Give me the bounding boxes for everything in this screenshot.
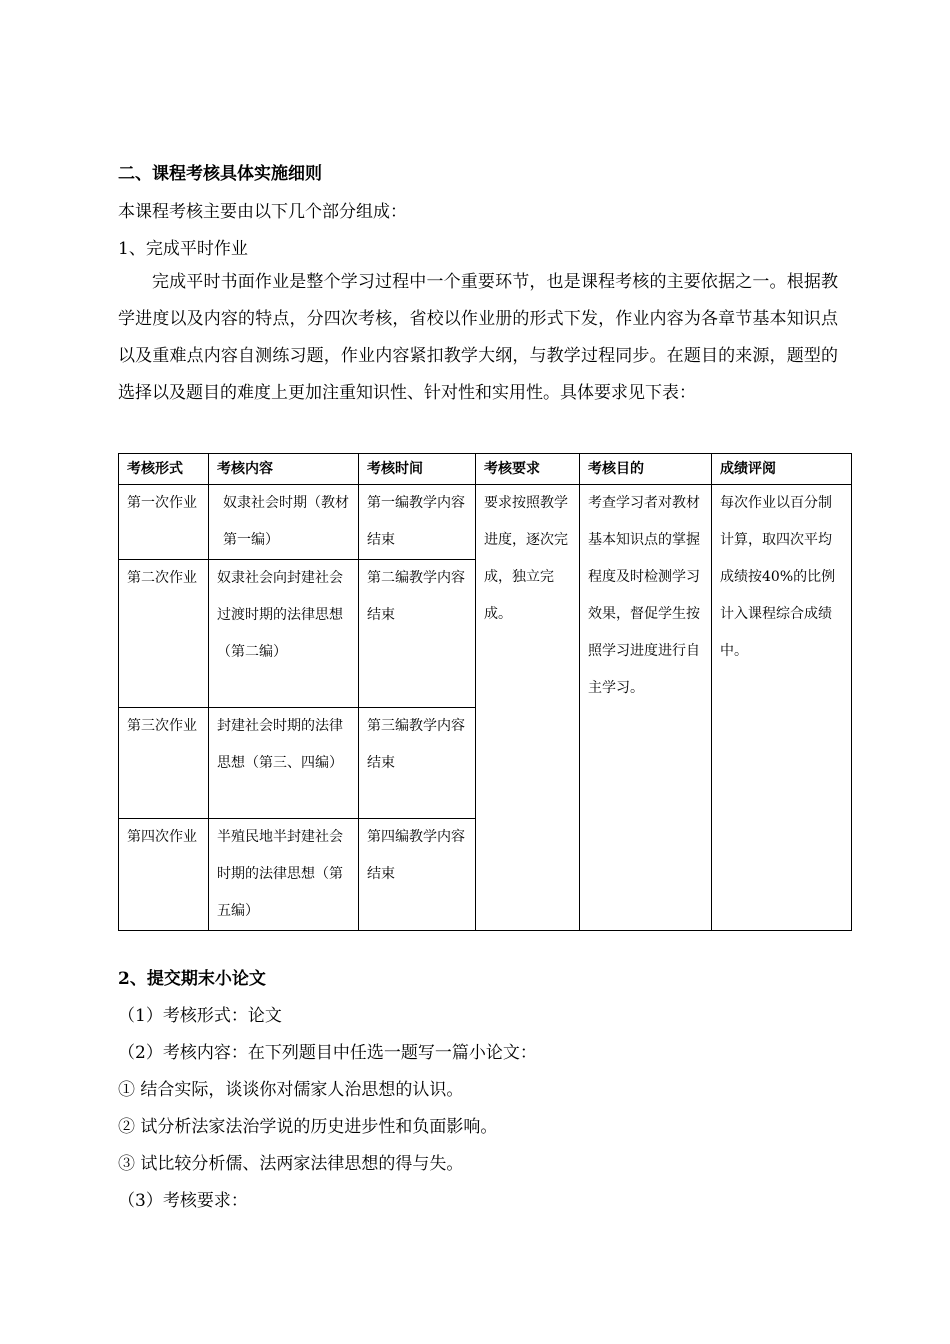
topic-item: ① 结合实际，谈谈你对儒家人治思想的认识。 [118,1080,464,1100]
part2-form: （1）考核形式：论文 [118,1006,282,1026]
intro-text: 本课程考核主要由以下几个部分组成： [118,202,407,222]
topic-item: ② 试分析法家法治学说的历史进步性和负面影响。 [118,1117,498,1137]
table-header: 考核目的 [580,454,712,485]
table-header: 考核时间 [359,454,476,485]
part2-requirement: （3）考核要求： [118,1191,248,1211]
table-cell-content: 奴隶社会时期（教材第一编） [209,485,359,560]
table-cell-time: 第二编教学内容结束 [359,560,476,708]
table-cell-content: 奴隶社会向封建社会过渡时期的法律思想（第二编） [209,560,359,708]
table-header: 考核要求 [476,454,580,485]
assessment-table [118,453,852,931]
section-heading: 二、课程考核具体实施细则 [118,164,322,184]
table-row [119,485,852,560]
table-header: 成绩评阅 [712,454,852,485]
table-cell-content: 半殖民地半封建社会时期的法律思想（第五编） [209,819,359,931]
table-cell-form: 第一次作业 [119,485,209,560]
table-header-row [119,454,852,485]
table-cell-grading: 每次作业以百分制计算，取四次平均成绩按40%的比例计入课程综合成绩中。 [712,485,852,931]
table-cell-time: 第四编教学内容结束 [359,819,476,931]
table-cell-time: 第三编教学内容结束 [359,708,476,819]
table-cell-form: 第四次作业 [119,819,209,931]
part1-paragraph: 完成平时书面作业是整个学习过程中一个重要环节，也是课程考核的主要依据之一。根据教学进度以及内容的特点，分四次考核，省校以作业册的形式下发，作业内容为各章节基本知识点以及重难点内容自测练习题，作业内容紧扣教学大纲，与教学过程同步。在题目的来源，题型的选择以及题目的难度上更加注重知识性、针对性和实用性。具体要求见下表： [118,272,838,403]
table-cell-form: 第三次作业 [119,708,209,819]
table-cell-time: 第一编教学内容结束 [359,485,476,560]
table-header: 考核内容 [209,454,359,485]
part1-heading: 1、完成平时作业 [118,239,248,259]
table-cell-content: 封建社会时期的法律思想（第三、四编） [209,708,359,819]
table-cell-purpose: 考查学习者对教材基本知识点的掌握程度及时检测学习效果，督促学生按照学习进度进行自主学习。 [580,485,712,931]
table-cell-requirement: 要求按照教学进度，逐次完成，独立完成。 [476,485,580,931]
topic-item: ③ 试比较分析儒、法两家法律思想的得与失。 [118,1154,464,1174]
table-header: 考核形式 [119,454,209,485]
part2-heading: 2、提交期末小论文 [118,969,266,989]
part2-content: （2）考核内容：在下列题目中任选一题写一篇小论文： [118,1043,537,1063]
table-cell-form: 第二次作业 [119,560,209,708]
